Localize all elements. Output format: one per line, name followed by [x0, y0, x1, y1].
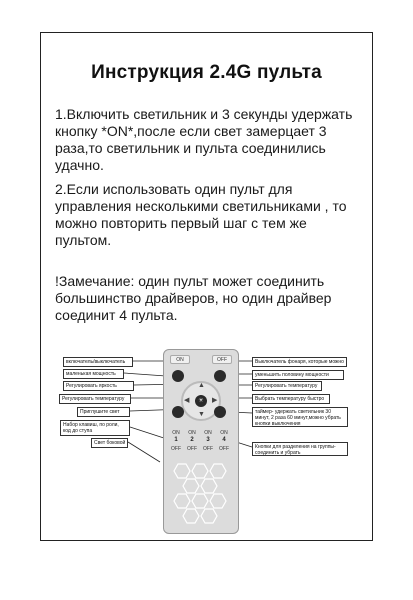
dim-button[interactable] — [172, 406, 184, 418]
callout-quick-temperature: Выбрать температуру быстро — [252, 394, 330, 404]
group-4-off[interactable]: OFF — [219, 446, 229, 452]
callout-groups: Кнопки для разделения на группы- соединить и убрать — [252, 442, 348, 456]
instruction-step-1: 1.Включить светильник и 3 секунды удержать кнопку *ON*,после если свет замерцает 3 раза,то светильник и пульта соединились удачно. — [55, 106, 353, 173]
instruction-step-2: 2.Если использовать один пульт для управления несколькими светильниками , то можно повторить первый шаг с тем же пультом. — [55, 181, 347, 248]
callout-timer: таймер- удержать светильник 30 минут, 2 раза 60 минут,можно убрать кнопки выключения — [252, 407, 348, 427]
group-3-on[interactable]: ON — [204, 430, 212, 436]
group-3-label: 3 — [206, 437, 210, 443]
group-1-off[interactable]: OFF — [171, 446, 181, 452]
callout-dim: Приглушите свет — [77, 407, 130, 417]
on-button[interactable]: ON — [170, 355, 190, 364]
callout-side-light: Свет боковой — [91, 438, 128, 448]
half-power-button[interactable] — [214, 370, 226, 382]
callout-temperature: Регулировать температуру — [59, 394, 131, 404]
hex-grip-pattern — [170, 462, 232, 528]
group-4-label: 4 — [222, 437, 226, 443]
timer-button[interactable] — [214, 406, 226, 418]
instruction-note: !Замечание: один пульт может соединить большинство драйверов, но один драйвер соединит 4 пульта. — [55, 273, 332, 323]
callout-adjust-temperature: Регулировать температуру — [252, 381, 322, 391]
off-button[interactable]: OFF — [212, 355, 232, 364]
callout-half-power: уменьшить половину мощности — [252, 370, 344, 380]
group-1-label: 1 — [174, 437, 178, 443]
sun-button[interactable]: ☀ — [195, 395, 207, 407]
group-2-on[interactable]: ON — [188, 430, 196, 436]
page-title: Инструкция 2.4G пульта — [91, 62, 322, 83]
arrow-down-icon[interactable]: ▼ — [198, 411, 205, 418]
group-2-label: 2 — [190, 437, 194, 443]
callout-lamp-switch: Выключатель фонаря, которые можно — [252, 357, 347, 367]
group-4-on[interactable]: ON — [220, 430, 228, 436]
callout-key-set: Набор клавиш, по роли, код до ступа — [60, 420, 130, 436]
low-power-button[interactable] — [172, 370, 184, 382]
group-2-off[interactable]: OFF — [187, 446, 197, 452]
arrow-left-icon[interactable]: ◀ — [184, 397, 190, 404]
callout-brightness: Регулировать яркость — [63, 381, 134, 391]
group-1-on[interactable]: ON — [172, 430, 180, 436]
group-3-off[interactable]: OFF — [203, 446, 213, 452]
callout-on-off: включатель/выключатель — [63, 357, 133, 367]
arrow-up-icon[interactable]: ▲ — [198, 382, 205, 389]
arrow-right-icon[interactable]: ▶ — [212, 397, 218, 404]
callout-low-power: маленькая мощность — [63, 369, 124, 379]
remote-control — [163, 349, 239, 534]
